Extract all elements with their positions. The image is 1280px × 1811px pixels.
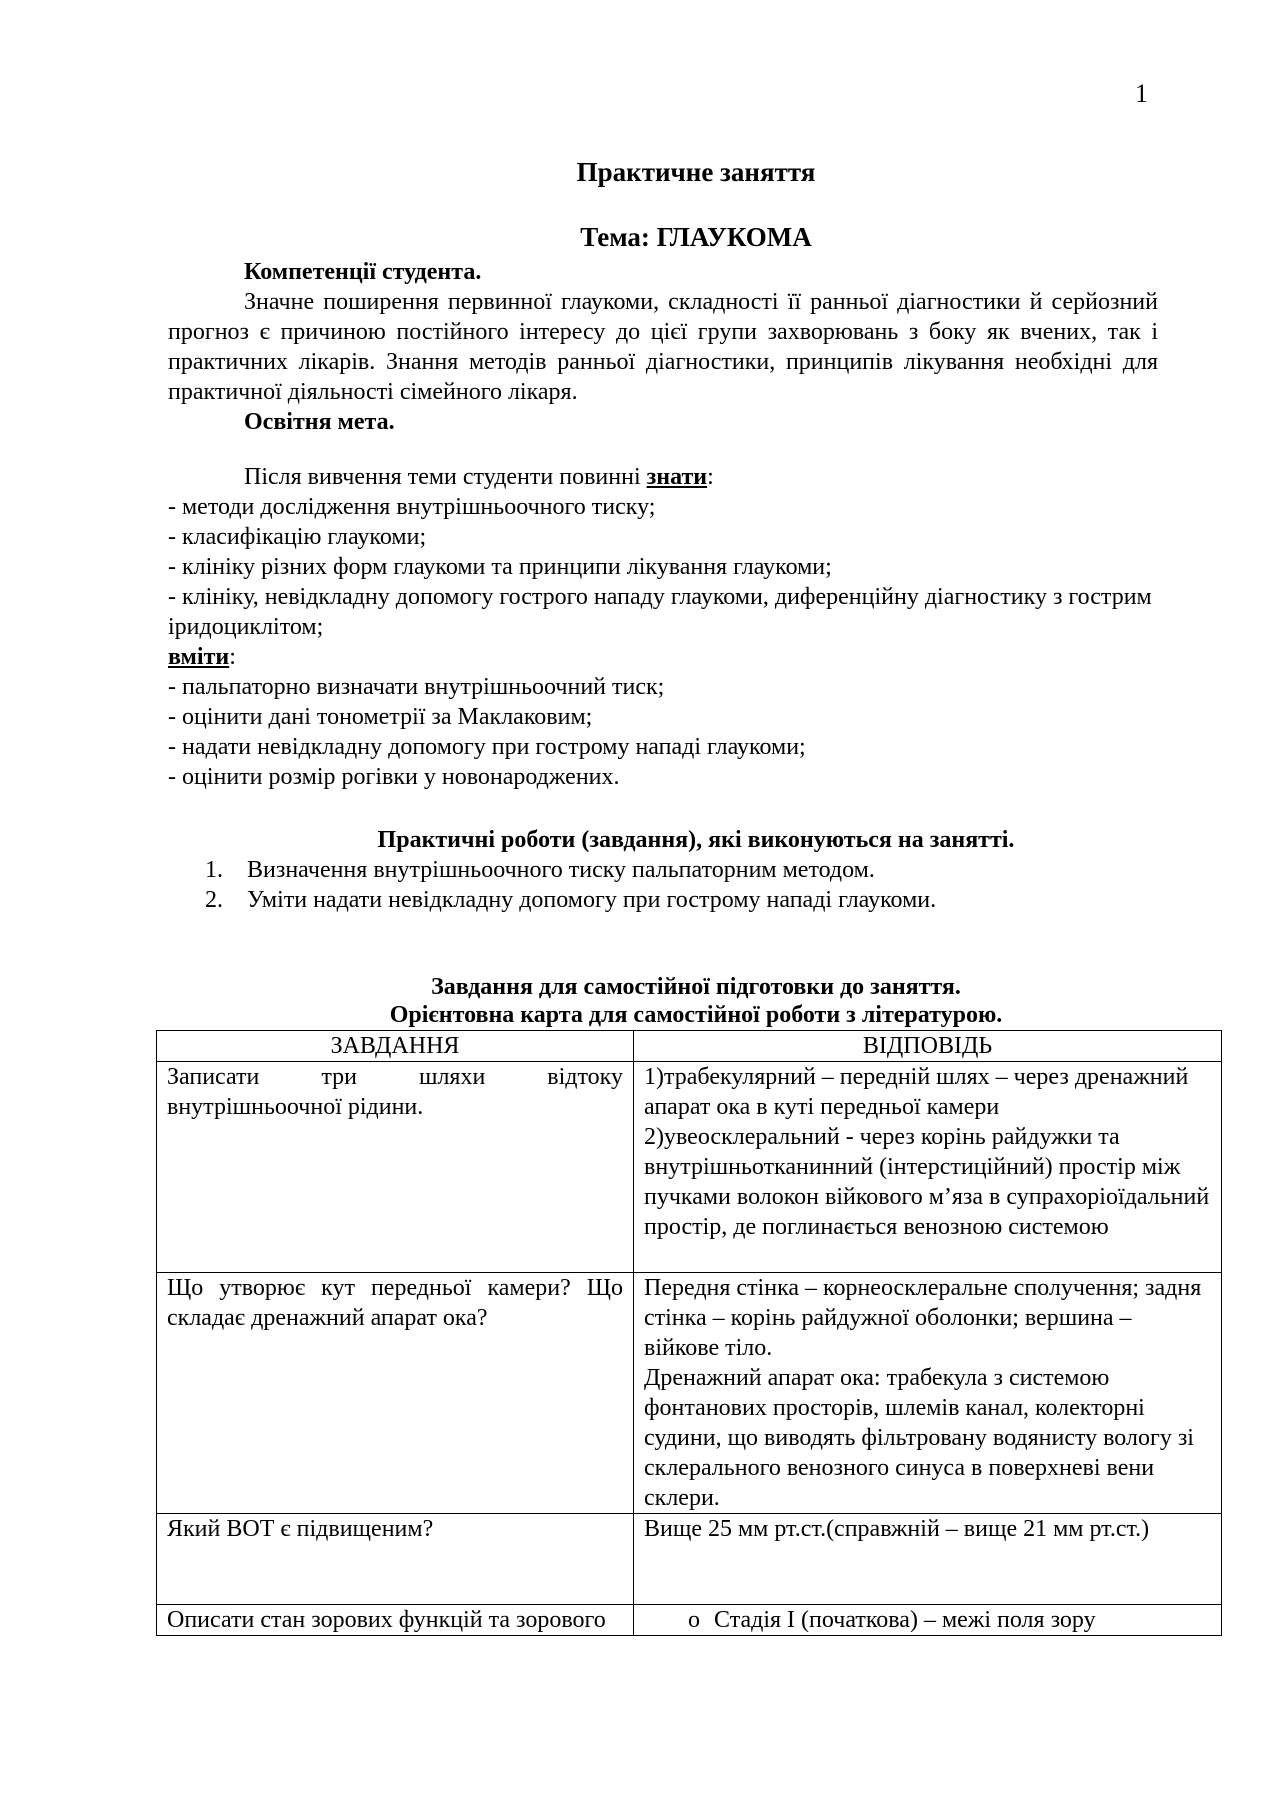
list-item: - пальпаторно визначати внутрішньоочний тиск; xyxy=(168,674,665,700)
topic-title: Тема: ГЛАУКОМА xyxy=(580,222,812,252)
list-item-text: Уміти надати невідкладну допомогу при гострому нападі глаукоми. xyxy=(247,887,937,913)
task-text: Що утворює кут передньої камери? Що складає дренажний апарат ока? xyxy=(167,1275,623,1331)
list-item xyxy=(205,855,936,885)
practical-work-heading: Практичні роботи (завдання), які виконуються на занятті. xyxy=(377,827,1015,853)
task-cell xyxy=(157,1605,634,1636)
list-item-text: Визначення внутрішньоочного тиску пальпаторним методом. xyxy=(247,857,875,883)
answer-cell xyxy=(634,1605,1222,1636)
know-word: знати xyxy=(646,464,708,490)
list-item: - надати невідкладну допомогу при гострому нападі глаукоми; xyxy=(168,734,806,760)
answer-cell xyxy=(634,1062,1222,1273)
can-word: вміти xyxy=(168,644,230,670)
circle-bullet-icon: o xyxy=(688,1607,700,1633)
practical-work-list xyxy=(205,855,936,915)
table-header-row xyxy=(157,1031,1222,1062)
table-row xyxy=(157,1514,1222,1605)
task-text: Записати три шляхи відтоку внутрішньоочної рідини. xyxy=(167,1064,623,1120)
task-cell xyxy=(157,1273,634,1514)
answer-cell xyxy=(634,1273,1222,1514)
answer-text: Передня стінка – корнеосклеральне сполучення; задня стінка – корінь райдужної оболонки; вершина – війкове тіло. xyxy=(644,1275,1202,1361)
list-item: - класифікацію глаукоми; xyxy=(168,524,427,550)
answer-text: Вище 25 мм рт.ст.(справжній – вище 21 мм рт.ст.) xyxy=(644,1516,1150,1542)
answer-text: Стадія І (початкова) – межі поля зору xyxy=(714,1607,1096,1633)
list-item xyxy=(205,885,936,915)
task-text: Який ВОТ є підвищеним? xyxy=(167,1516,434,1542)
task-text: Описати стан зорових функцій та зорового xyxy=(167,1607,606,1633)
column-header-answer: ВІДПОВІДЬ xyxy=(634,1031,1222,1062)
know-colon: : xyxy=(707,464,714,490)
list-item-number: 1. xyxy=(205,857,223,883)
competencies-section xyxy=(168,257,1158,437)
task-cell xyxy=(157,1514,634,1605)
table-row xyxy=(157,1605,1222,1636)
orientation-card-table xyxy=(156,1030,1222,1636)
page-title: Практичне заняття xyxy=(576,157,816,187)
self-study-heading: Завдання для самостійної підготовки до заняття. xyxy=(431,974,961,1000)
educational-goal-heading: Освітня мета. xyxy=(244,409,395,435)
table-row xyxy=(157,1062,1222,1273)
competencies-text: Значне поширення первинної глаукоми, складності її ранньої діагностики й серйозний прогноз є причиною постійного інтересу до цієї групи захворювань з боку як вчених, так і практичних лікарів. Знання методів ранньої діагностики, принципів лікування необхідні для практичної діяльності сімейного лікаря. xyxy=(168,289,1158,405)
educational-goal-section xyxy=(168,462,1158,792)
list-item: - оцінити дані тонометрії за Маклаковим; xyxy=(168,704,593,730)
know-intro-text: Після вивчення теми студенти повинні xyxy=(244,464,647,490)
list-item-number: 2. xyxy=(205,887,223,913)
list-item: - клініку різних форм глаукоми та принципи лікування глаукоми; xyxy=(168,554,832,580)
table-row xyxy=(157,1273,1222,1514)
orientation-card-heading: Орієнтовна карта для самостійної роботи з літературою. xyxy=(389,1002,1003,1028)
task-cell xyxy=(157,1062,634,1273)
answer-text: Дренажний апарат ока: трабекула з системою фонтанових просторів, шлемів канал, колекторні судини, що виводять фільтровану водянисту вологу зі склерального венозного синуса в поверхневі вени склери. xyxy=(644,1365,1194,1511)
answer-text: 1)трабекулярний – передній шлях – через дренажний апарат ока в куті передньої камери xyxy=(644,1064,1189,1120)
can-colon: : xyxy=(229,644,236,670)
answer-text: 2)увеосклеральний - через корінь райдужки та внутрішньотканинний (інтерстиційний) простір між пучками волокон війкового м’яза в супрахоріоїдальний простір, де поглинається венозною системою xyxy=(644,1124,1210,1240)
competencies-heading: Компетенції студента. xyxy=(244,259,482,285)
list-item: - клініку, невідкладну допомогу гострого нападу глаукоми, диференційну діагностику з гострим іридоциклітом; xyxy=(168,584,1152,640)
column-header-task: ЗАВДАННЯ xyxy=(157,1031,634,1062)
page-number: 1 xyxy=(1135,79,1148,108)
answer-cell xyxy=(634,1514,1222,1605)
can-intro xyxy=(168,642,1158,672)
know-intro xyxy=(168,462,1158,492)
list-item: - оцінити розмір рогівки у новонароджених. xyxy=(168,764,620,790)
list-item: - методи дослідження внутрішньоочного тиску; xyxy=(168,494,656,520)
